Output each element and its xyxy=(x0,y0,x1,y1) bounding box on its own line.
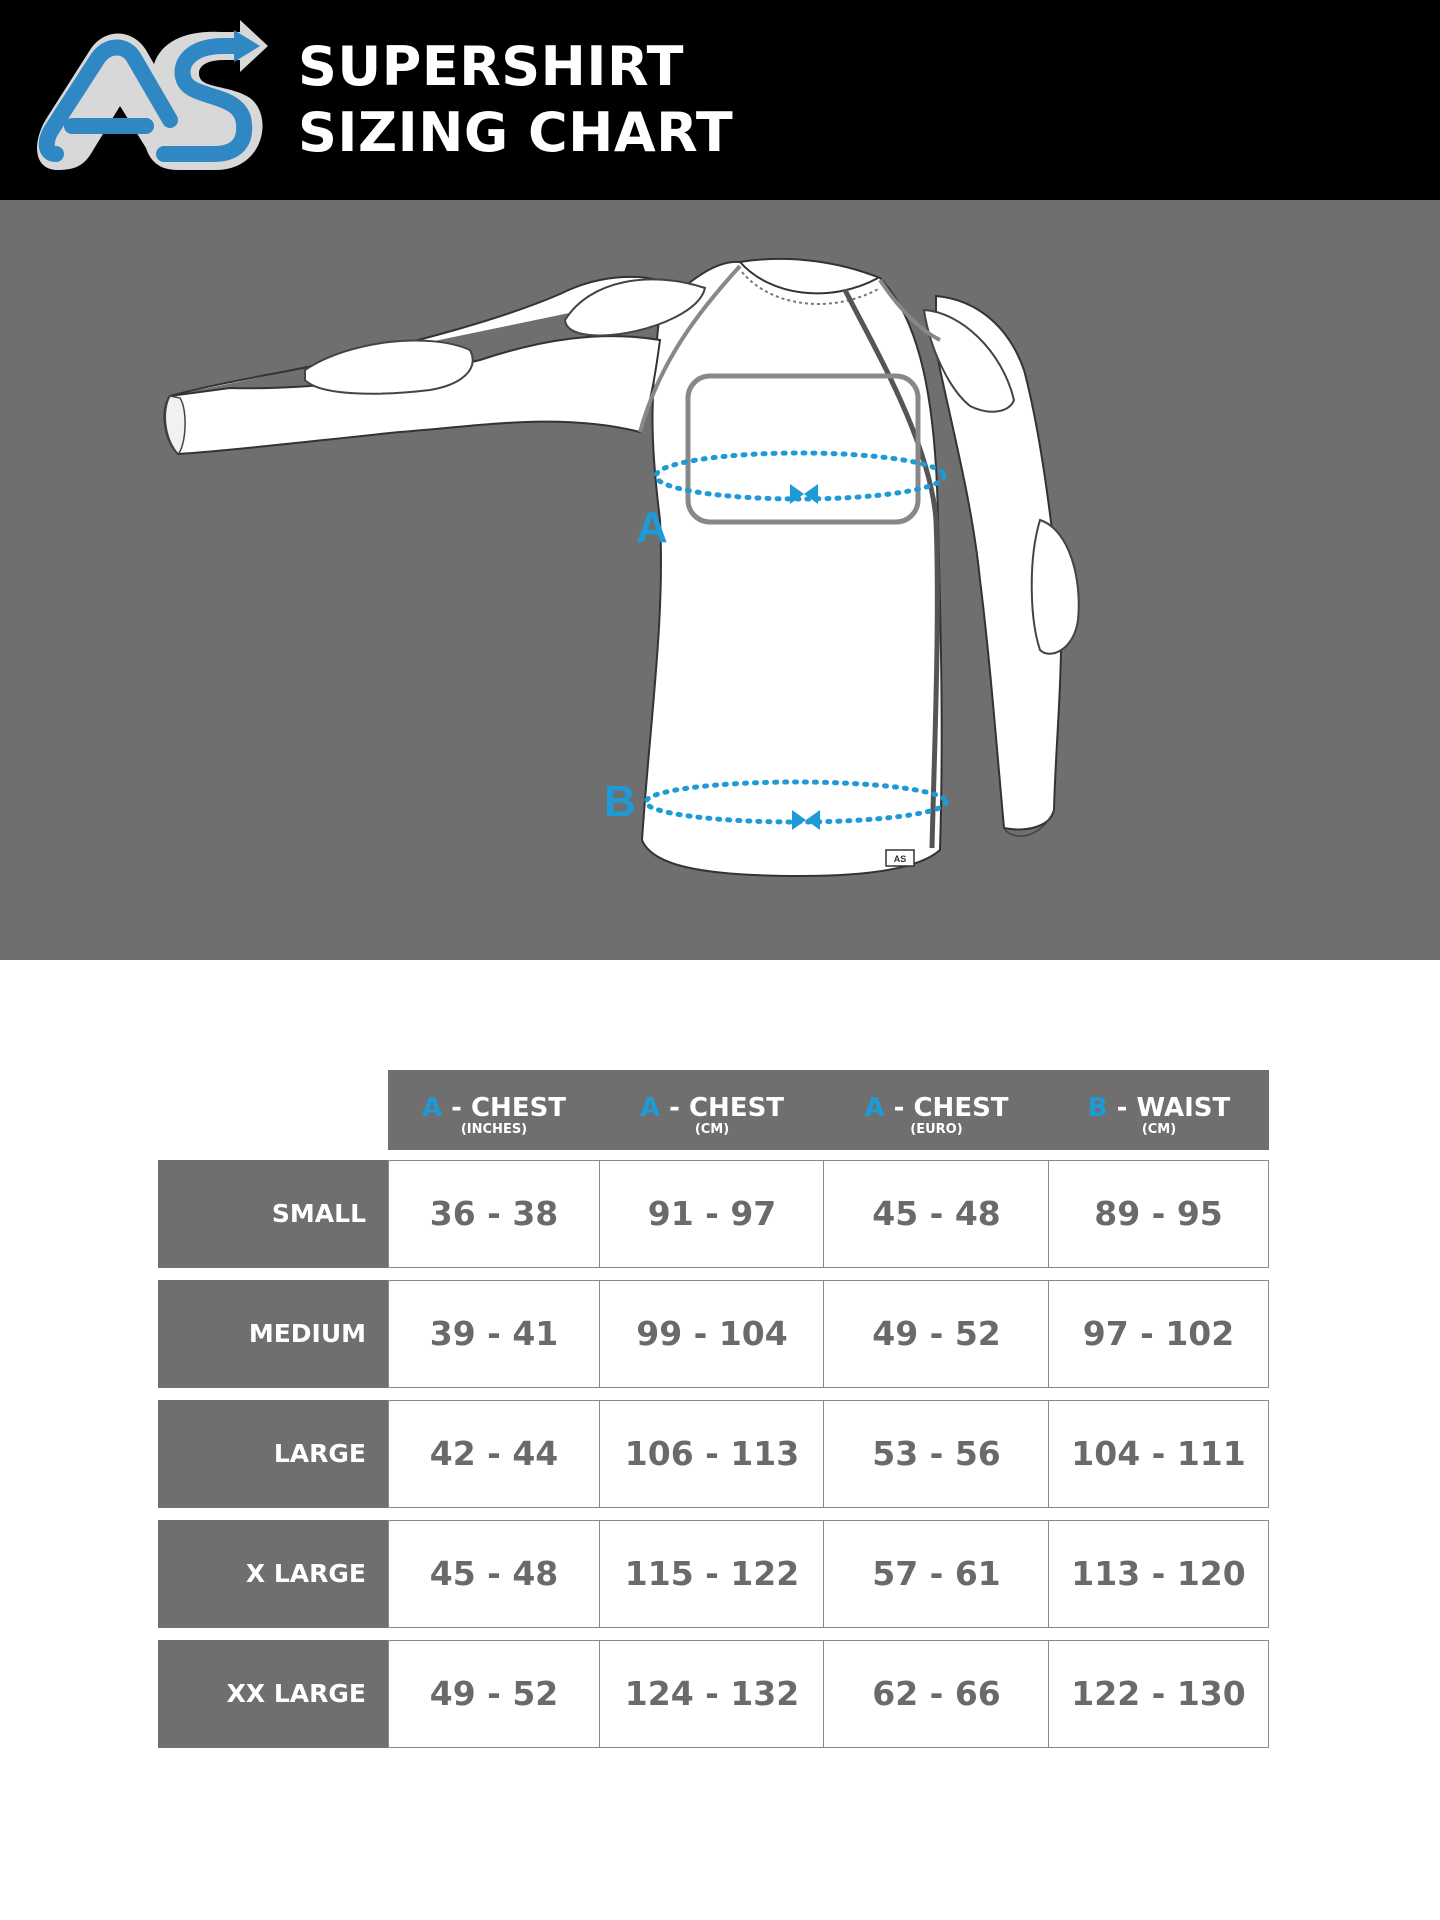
table-cell: 106 - 113 xyxy=(599,1400,825,1508)
table-cell: 97 - 102 xyxy=(1048,1280,1269,1388)
column-label: - CHEST xyxy=(660,1093,785,1123)
column-unit: (CM) xyxy=(1141,1122,1177,1137)
column-header-chest-inches xyxy=(388,1070,600,1150)
brand-logo xyxy=(28,20,268,180)
label-a: A xyxy=(636,503,668,552)
table-cell: 49 - 52 xyxy=(388,1640,600,1748)
table-cell: 53 - 56 xyxy=(823,1400,1050,1508)
column-label: - CHEST xyxy=(884,1093,1009,1123)
table-cell: 45 - 48 xyxy=(823,1160,1050,1268)
left-cuff xyxy=(165,396,185,454)
table-cell: 99 - 104 xyxy=(599,1280,825,1388)
column-unit: (EURO) xyxy=(910,1122,963,1137)
column-header-chest-cm xyxy=(600,1070,824,1150)
table-cell: 122 - 130 xyxy=(1048,1640,1269,1748)
row-label-x-large: X LARGE xyxy=(158,1520,388,1628)
table-cell: 49 - 52 xyxy=(823,1280,1050,1388)
column-letter: A xyxy=(639,1093,661,1123)
label-b: B xyxy=(604,777,636,826)
table-cell: 45 - 48 xyxy=(388,1520,600,1628)
page-title xyxy=(298,34,733,166)
header-bar xyxy=(0,0,1440,200)
column-letter: B xyxy=(1087,1093,1108,1123)
table-cell: 39 - 41 xyxy=(388,1280,600,1388)
column-header-waist-cm xyxy=(1049,1070,1269,1150)
column-unit: (INCHES) xyxy=(460,1122,528,1137)
row-label-large: LARGE xyxy=(158,1400,388,1508)
table-cell: 89 - 95 xyxy=(1048,1160,1269,1268)
column-header-chest-euro xyxy=(824,1070,1049,1150)
table-cell: 104 - 111 xyxy=(1048,1400,1269,1508)
row-label-medium: MEDIUM xyxy=(158,1280,388,1388)
table-cell: 62 - 66 xyxy=(823,1640,1050,1748)
table-cell: 91 - 97 xyxy=(599,1160,825,1268)
table-cell: 57 - 61 xyxy=(823,1520,1050,1628)
column-unit: (CM) xyxy=(694,1122,730,1137)
column-letter: A xyxy=(421,1093,443,1123)
table-cell: 124 - 132 xyxy=(599,1640,825,1748)
table-cell: 113 - 120 xyxy=(1048,1520,1269,1628)
table-cell: 36 - 38 xyxy=(388,1160,600,1268)
measurement-diagram xyxy=(0,200,1440,960)
elbow-pad xyxy=(1032,520,1079,654)
column-label: - WAIST xyxy=(1107,1093,1231,1123)
column-label: - CHEST xyxy=(442,1093,567,1123)
hem-tag-text: AS xyxy=(893,854,907,864)
table-cell: 115 - 122 xyxy=(599,1520,825,1628)
title-line-1: SUPERSHIRT xyxy=(298,35,684,98)
table-cell: 42 - 44 xyxy=(388,1400,600,1508)
column-letter: A xyxy=(864,1093,885,1123)
forearm-pad xyxy=(305,340,473,393)
shirt-illustration xyxy=(0,200,1440,960)
row-label-small: SMALL xyxy=(158,1160,388,1268)
title-line-2: SIZING CHART xyxy=(298,101,734,164)
row-label-xx-large: XX LARGE xyxy=(158,1640,388,1748)
